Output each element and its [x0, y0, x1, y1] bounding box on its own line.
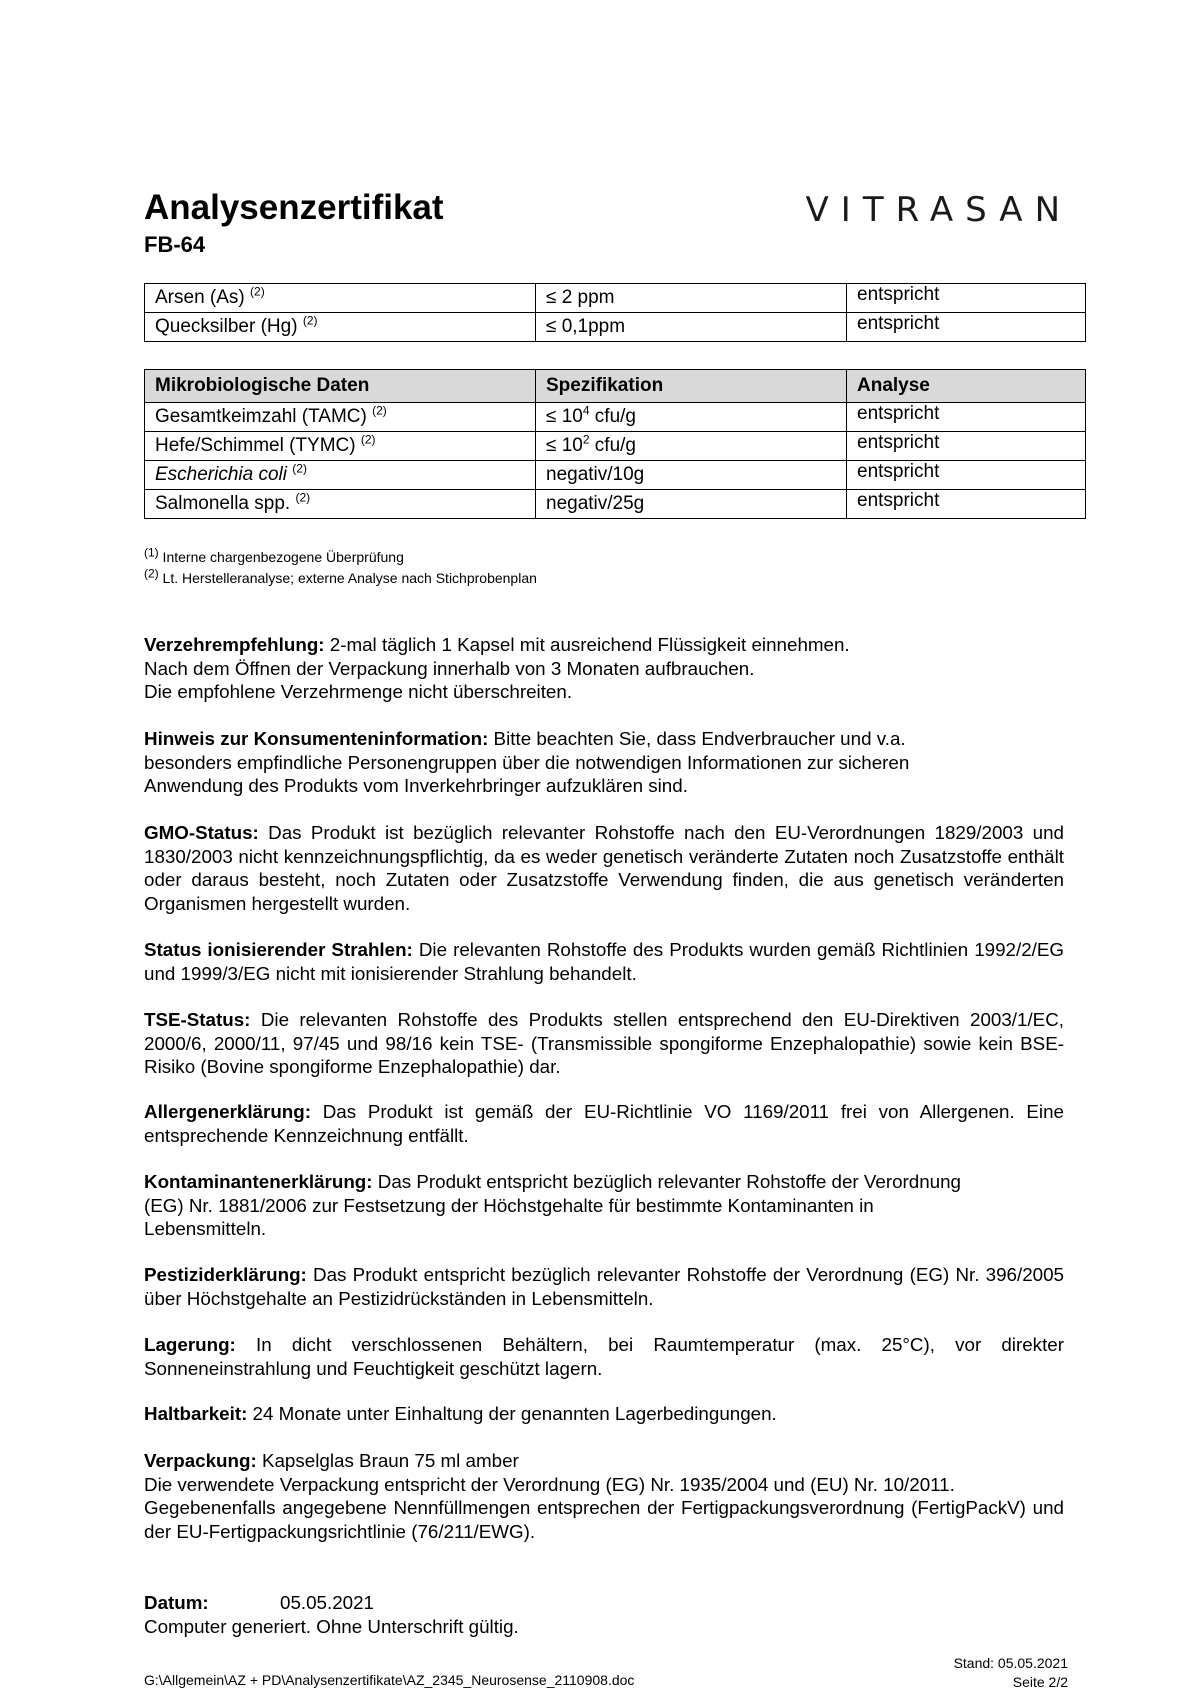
section-text-block — [144, 1496, 1064, 1543]
table-cell-analysis: entspricht — [847, 284, 1086, 313]
pesticide-declaration — [144, 1263, 1064, 1310]
table-cell-analysis: entspricht — [847, 490, 1086, 519]
section-text: Gegebenenfalls angegebene Nennfüllmengen entsprechen der Fertigpackungsverordnung (FertigPackV) und der EU-Fertigpackungsrichtlinie (76/211/EWG). — [144, 1497, 1064, 1542]
section-text: 2-mal täglich 1 Kapsel mit ausreichend Flüssigkeit einnehmen. — [324, 634, 850, 655]
allergen-declaration — [144, 1100, 1064, 1147]
table-row — [145, 284, 1086, 313]
table-cell-name — [145, 313, 536, 342]
footnote-ref: (2) — [292, 461, 307, 476]
table-row — [145, 461, 1086, 490]
spec-unit: cfu/g — [589, 406, 637, 427]
page-number: Seite 2/2 — [1012, 1674, 1068, 1690]
row-label: Hefe/Schimmel (TYMC) — [155, 435, 356, 456]
row-label: Salmonella spp. — [155, 493, 291, 514]
spec-value: negativ/25g — [546, 493, 645, 514]
section-text: besonders empfindliche Personengruppen über die notwendigen Informationen zur sicheren — [144, 751, 910, 773]
section-label: Verpackung: — [144, 1450, 257, 1471]
table-row — [145, 403, 1086, 432]
spec-unit: cfu/g — [589, 435, 637, 456]
section-label: Hinweis zur Konsumenteninformation: — [144, 728, 489, 749]
section-text: In dicht verschlossenen Behältern, bei Raumtemperatur (max. 25°C), vor direkter Sonneneinstrahlung und Feuchtigkeit geschützt lagern. — [144, 1334, 1064, 1379]
footnote-1 — [144, 545, 404, 565]
footnote-mark: (1) — [144, 545, 159, 560]
table-cell-analysis: entspricht — [847, 461, 1086, 490]
gmo-status — [144, 821, 1064, 915]
microbiology-table — [144, 369, 1086, 519]
date-block — [144, 1591, 519, 1638]
section-text: Die relevanten Rohstoffe des Produkts stellen entsprechend den EU-Direktiven 2003/1/EC, 2000/6, 2000/11, 97/45 und 98/16 kein TSE- (Transmissible spongiforme Enzephalopathie) sowie kein BSE-Risiko (Bovine spongiforme Enzephalopathie) dar. — [144, 1009, 1064, 1077]
section-text: Kapselglas Braun 75 ml amber — [256, 1450, 519, 1471]
consumption-recommendation — [144, 633, 1064, 704]
document-subtitle: FB-64 — [144, 232, 206, 257]
column-header: Spezifikation — [536, 370, 847, 403]
section-text: Die relevanten Rohstoffe des Produkts wurden gemäß Richtlinien 1992/2/EG und 1999/3/EG nicht mit ionisierender Strahlung behandelt. — [144, 939, 1064, 984]
table-cell-spec — [536, 403, 847, 432]
section-text: 24 Monate unter Einhaltung der genannten Lagerbedingungen. — [247, 1403, 777, 1424]
column-header: Analyse — [847, 370, 1086, 403]
heavy-metals-table — [144, 283, 1086, 342]
section-text: Das Produkt ist bezüglich relevanter Rohstoffe nach den EU-Verordnungen 1829/2003 und 1830/2003 nicht kennzeichnungspflichtig, da es weder genetisch veränderte Zutaten noch Zusatzstoffe enthält oder daraus besteht, noch Zutaten oder Zusatzstoffe Verwendung finden, die aus genetisch veränderten Organismen hergestellt wurden. — [144, 822, 1064, 914]
table-row — [145, 432, 1086, 461]
consumer-information-note — [144, 727, 1064, 798]
section-label: Lagerung: — [144, 1334, 236, 1355]
section-text: Die verwendete Verpackung entspricht der Verordnung (EG) Nr. 1935/2004 und (EU) Nr. 10/2011. — [144, 1473, 955, 1495]
row-label: Quecksilber (Hg) — [155, 316, 298, 337]
footnote-ref: (2) — [250, 284, 265, 299]
spec-value: negativ/10g — [546, 464, 645, 485]
section-text: Das Produkt entspricht bezüglich relevanter Rohstoffe der Verordnung (EG) Nr. 396/2005 über Höchstgehalte an Pestizidrückständen in Lebensmitteln. — [144, 1264, 1064, 1309]
table-cell-analysis: entspricht — [847, 432, 1086, 461]
table-row — [145, 313, 1086, 342]
section-label: Haltbarkeit: — [144, 1403, 248, 1424]
section-text: Das Produkt ist gemäß der EU-Richtlinie VO 1169/2011 frei von Allergenen. Eine entsprechende Kennzeichnung entfällt. — [144, 1101, 1064, 1146]
spec-value: ≤ 10 — [546, 406, 583, 427]
footer-stand-block — [954, 1654, 1068, 1692]
footnote-text: Interne chargenbezogene Überprüfung — [158, 549, 404, 565]
table-cell-analysis: entspricht — [847, 313, 1086, 342]
footnote-ref: (2) — [372, 403, 387, 418]
section-text: Bitte beachten Sie, dass Endverbraucher und v.a. — [488, 728, 906, 749]
table-cell-analysis: entspricht — [847, 403, 1086, 432]
footnote-2 — [144, 566, 537, 586]
column-header: Mikrobiologische Daten — [145, 370, 536, 403]
tse-status — [144, 1008, 1064, 1079]
row-label: Gesamtkeimzahl (TAMC) — [155, 406, 367, 427]
date-label: Datum: — [144, 1592, 209, 1613]
section-label: TSE-Status: — [144, 1009, 251, 1030]
packaging — [144, 1449, 1064, 1543]
table-row — [145, 490, 1086, 519]
spec-exponent: 2 — [582, 432, 590, 447]
table-cell-spec — [536, 461, 847, 490]
row-label: Arsen (As) — [155, 287, 245, 308]
footnote-text: Lt. Herstelleranalyse; externe Analyse nach Stichprobenplan — [158, 570, 537, 586]
radiation-status — [144, 938, 1064, 985]
section-label: GMO-Status: — [144, 822, 259, 843]
section-label: Allergenerklärung: — [144, 1101, 311, 1122]
section-text: Nach dem Öffnen der Verpackung innerhalb von 3 Monaten aufbrauchen. — [144, 657, 755, 679]
footnote-ref: (2) — [360, 432, 376, 447]
section-label: Pestiziderklärung: — [144, 1264, 307, 1285]
section-text: Das Produkt entspricht bezüglich relevanter Rohstoffe der Verordnung — [372, 1171, 962, 1192]
section-text: Anwendung des Produkts vom Inverkehrbringer aufzuklären sind. — [144, 775, 688, 796]
section-label: Verzehrempfehlung: — [144, 634, 325, 655]
section-text: Die empfohlene Verzehrmenge nicht überschreiten. — [144, 681, 573, 702]
footnote-ref: (2) — [302, 313, 318, 328]
row-label: Escherichia coli — [155, 464, 287, 485]
stand-date: Stand: 05.05.2021 — [953, 1655, 1068, 1671]
table-cell-spec — [536, 490, 847, 519]
section-text: (EG) Nr. 1881/2006 zur Festsetzung der Höchstgehalte für bestimmte Kontaminanten in — [144, 1194, 874, 1216]
storage-instructions — [144, 1333, 1064, 1380]
table-cell-spec: ≤ 0,1ppm — [536, 313, 847, 342]
table-cell-name — [145, 490, 536, 519]
file-path: G:\Allgemein\AZ + PD\Analysenzertifikate\AZ_2345_Neurosense_2110908.doc — [144, 1672, 635, 1688]
shelf-life — [144, 1402, 1064, 1426]
section-label: Kontaminantenerklärung: — [144, 1171, 373, 1192]
table-cell-name — [145, 284, 536, 313]
footnote-ref: (2) — [295, 490, 311, 505]
document-title: Analysenzertifikat — [144, 188, 444, 227]
table-cell-name — [145, 461, 536, 490]
signature-note: Computer generiert. Ohne Unterschrift gültig. — [144, 1615, 519, 1637]
brand-logo: VITRASAN — [805, 190, 1072, 230]
table-cell-name — [145, 403, 536, 432]
date-value: 05.05.2021 — [280, 1592, 374, 1613]
table-cell-spec — [536, 432, 847, 461]
table-cell-name — [145, 432, 536, 461]
table-cell-spec: ≤ 2 ppm — [536, 284, 847, 313]
table-header-row — [145, 370, 1086, 403]
section-label: Status ionisierender Strahlen: — [144, 939, 413, 960]
spec-exponent: 4 — [582, 403, 590, 418]
contaminant-declaration — [144, 1170, 1064, 1241]
spec-value: ≤ 10 — [546, 435, 583, 456]
footnote-mark: (2) — [144, 566, 159, 581]
section-text: Lebensmitteln. — [144, 1218, 267, 1239]
